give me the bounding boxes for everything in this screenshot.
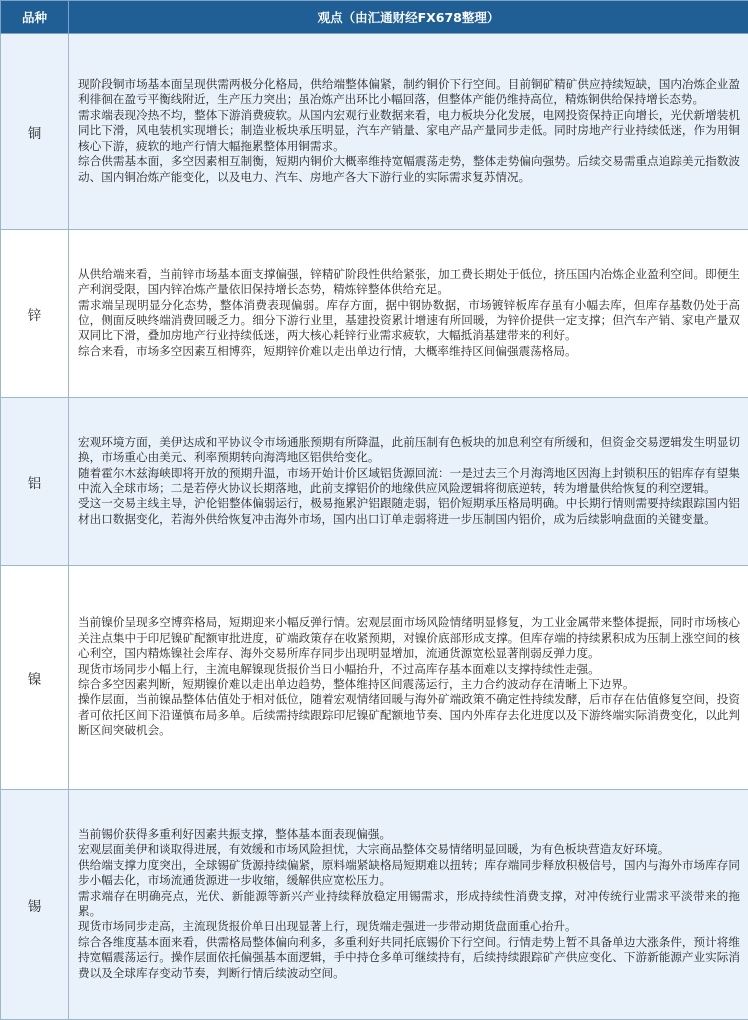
- table-row-tin: [1, 790, 748, 1020]
- paragraph: 当前锡价获得多重利好因素共振支撑，整体基本面表现偏强。: [78, 826, 392, 841]
- paragraph: 宏观层面美伊和谈取得进展，有效缓和市场风险担忧，大宗商品整体交易情绪明显回暖，为有色板块营造友好环境。: [78, 842, 670, 857]
- view-cell: [69, 34, 748, 230]
- view-cell: [69, 566, 748, 790]
- view-cell: [69, 230, 748, 398]
- paragraph: 需求端呈现明显分化态势，整体消费表现偏弱。库存方面，据中钢协数据，市场镀锌板库存虽有小幅去库，但库存基数仍处于高位，侧面反映终端消费回暖乏力。细分下游行业里，基建投资累计增速有所回暖，为锌价提供一定支撑；但汽车产销、家电产量双双同比下滑，叠加房地产行业持续低迷，两大核心耗锌行业需求疲软，大幅抵消基建带来的利好。: [78, 297, 740, 343]
- paragraph: 需求端存在明确亮点，光伏、新能源等新兴产业持续释放稳定用锡需求，形成持续性消费支撑，对冲传统行业需求平淡带来的拖累。: [78, 888, 740, 918]
- paragraph: 随着霍尔木兹海峡即将开放的预期升温，市场开始计价区域铝货源回流：一是过去三个月海湾地区因海上封锁积压的铝库存有望集中流入全球市场；二是若停火协议长期落地，此前支撑铝价的地缘供应风险逻辑将彻底逆转，转为增量供给恢复的利空逻辑。: [78, 465, 740, 495]
- view-cell: [69, 790, 748, 1020]
- kind-cell: 镍: [1, 566, 69, 790]
- paragraph: 综合来看，市场多空因素互相博弈，短期锌价难以走出单边行情，大概率维持区间偏强震荡格局。: [78, 343, 577, 358]
- paragraph: 当前镍价呈现多空博弈格局，短期迎来小幅反弹行情。宏观层面市场风险情绪明显修复，为工业金属带来整体提振，同时市场核心关注点集中于印尼镍矿配额审批进度，矿端政策存在收紧预期，对镍价底部形成支撑。但库存端的持续累积成为压制上涨空间的核心利空，国内精炼镍社会库存、海外交易所库存同步出现明显增加，流通货源宽松显著削弱反弹力度。: [78, 615, 740, 661]
- paragraph: 宏观环境方面，美伊达成和平协议令市场通胀预期有所降温，此前压制有色板块的加息利空有所缓和，但资金交易逻辑发生明显切换，市场重心由美元、利率预期转向海湾地区铝供给变化。: [78, 434, 740, 465]
- kind-cell: 锡: [1, 790, 69, 1020]
- header-view: 观点（由汇通财经FX678整理）: [69, 1, 748, 34]
- kind-cell: 铝: [1, 398, 69, 566]
- table-row-nickel: [1, 566, 748, 790]
- header-kind: 品种: [1, 1, 69, 34]
- paragraph: 从供给端来看，当前锌市场基本面支撑偏强，锌精矿阶段性供给紧张，加工费长期处于低位，挤压国内冶炼企业盈利空间。即便生产利润受限，国内锌冶炼产量依旧保持增长态势，精炼锌整体供给充足。: [78, 266, 740, 297]
- paragraph: 需求端表现冷热不均，整体下游消费疲软。从国内宏观行业数据来看，电力板块分化发展，电网投资保持正向增长，光伏新增装机同比下滑，风电装机实现增长；制造业板块承压明显，汽车产销量、家电产品产量同步走低。同时房地产行业持续低迷，作为用铜核心下游，疲软的地产行情大幅拖累整体用铜需求。: [78, 107, 740, 153]
- paragraph: 现阶段铜市场基本面呈现供需两极分化格局，供给端整体偏紧，制约铜价下行空间。目前铜矿精矿供应持续短缺，国内冶炼企业盈利徘徊在盈亏平衡线附近，生产压力突出；虽冶炼产出环比小幅回落，但整体产能仍维持高位，精炼铜供给保持增长态势。: [78, 77, 740, 107]
- paragraph: 受这一交易主线主导，沪伦铝整体偏弱运行，极易拖累沪铝跟随走弱，铝价短期承压格局明确。中长期行情则需要持续跟踪国内铝材出口数据变化，若海外供给恢复冲击海外市场，国内出口订单走弱将进一步压制国内铝价，成为后续影响盘面的关键变量。: [78, 496, 740, 526]
- paragraph: 供给端支撑力度突出，全球锡矿货源持续偏紧，原料端紧缺格局短期难以扭转；库存端同步释放积极信号，国内与海外市场库存同步小幅去化，市场流通货源进一步收缩，缓解供应宽松压力。: [78, 857, 740, 888]
- paragraph: 操作层面，当前镍品整体估值处于相对低位，随着宏观情绪回暖与海外矿端政策不确定性持续发酵，后市存在估值修复空间，投资者可依托区间下沿谨慎布局多单。后续需持续跟踪印尼镍矿配额地节奏、国内外库存去化进度以及下游终端实际消费变化，以此判断区间突破机会。: [78, 692, 740, 738]
- table-header-row: [1, 1, 748, 34]
- paragraph: 现货市场同步走高，主流现货报价单日出现显著上行，现货端走强进一步带动期货盘面重心抬升。: [78, 919, 577, 934]
- paragraph: 综合多空因素判断，短期镍价难以走出单边趋势，整体维持区间震荡运行，主力合约波动存在清晰上下边界。: [78, 677, 635, 691]
- kind-cell: 铜: [1, 34, 69, 230]
- table-row-copper: [1, 34, 748, 230]
- table-row-zinc: [1, 230, 748, 398]
- table-row-aluminum: [1, 398, 748, 566]
- paragraph: 综合各维度基本面来看，供需格局整体偏向利多，多重利好共同托底锡价下行空间。行情走势上暂不具备单边大涨条件，预计将维持宽幅震荡运行。操作层面依托偏强基本面逻辑，手中持仓多单可继续持有，后续持续跟踪矿产供应变化、下游新能源产业实际消费以及全球库存变动节奏，判断行情后续波动空间。: [78, 934, 740, 980]
- paragraph: 现货市场同步小幅上行，主流电解镍现货报价当日小幅抬升，不过高库存基本面难以支撑持续性走强。: [78, 661, 600, 676]
- kind-cell: 锌: [1, 230, 69, 398]
- view-cell: [69, 398, 748, 566]
- paragraph: 综合供需基本面，多空因素相互制衡，短期内铜价大概率维持宽幅震荡走势，整体走势偏向强势。后续交易需重点追踪美元指数波动、国内铜冶炼产能变化，以及电力、汽车、房地产各大下游行业的实际需求复苏情况。: [78, 154, 740, 184]
